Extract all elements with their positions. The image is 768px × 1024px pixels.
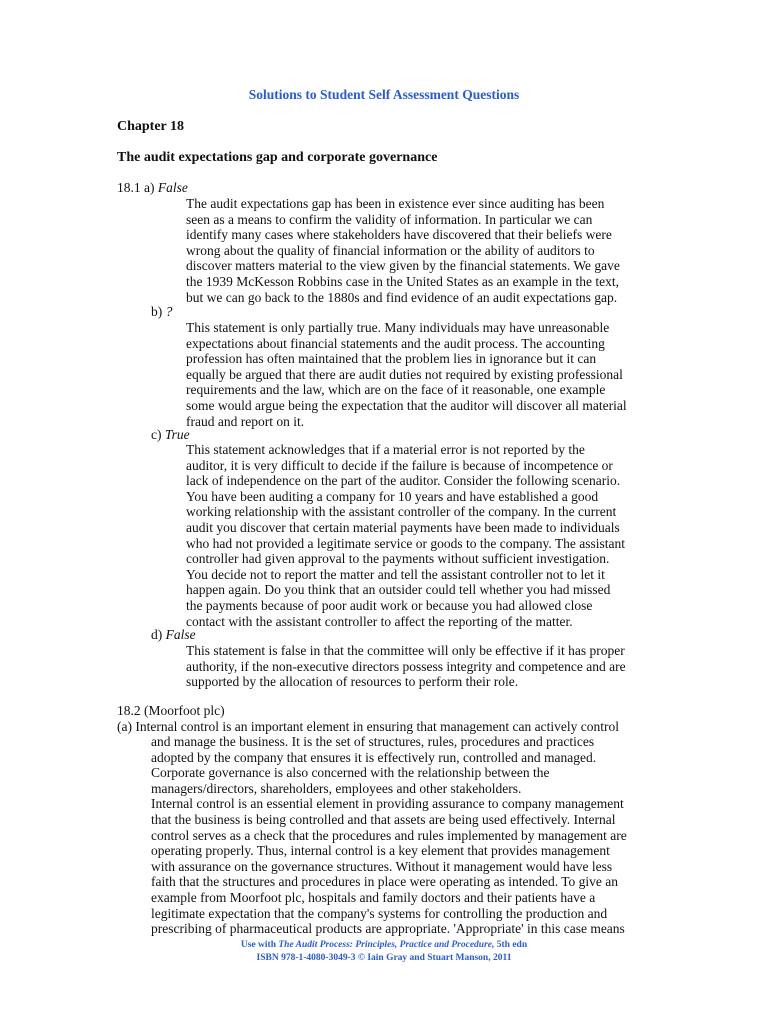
answer-a: False <box>157 180 188 195</box>
question-18-2a-first-line <box>117 719 619 735</box>
question-18-1c-label <box>151 427 190 443</box>
part-a-label: (a) <box>117 719 132 734</box>
question-18-2-label: 18.2 (Moorfoot plc) <box>117 703 225 718</box>
footer-use-with: Use with <box>240 940 276 950</box>
part-a-first-line: Internal control is an important element in ensuring that management can actively control <box>135 719 619 734</box>
question-18-1d-label <box>151 627 196 643</box>
answer-a-text: The audit expectations gap has been in existence ever since auditing has been seen as a means to confirm the validity of information. In particular we can identify many cases where stakeholders have discovered that their beliefs were wrong about the quality of financial information or the ability of auditors to discover matters material to the view given by the financial statements. We gave the 1939 McKesson Robbins case in the United States as an example in the text, but we can go back to the 1880s and find evidence of an audit expectations gap. <box>186 196 620 305</box>
chapter-subtitle: The audit expectations gap and corporate governance <box>117 150 438 165</box>
footer-line-1 <box>0 940 768 950</box>
answer-18-2a-text: and manage the business. It is the set of structures, rules, procedures and practices adopted by the company that ensures it is effectively run, controlled and managed. Corporate governance is also concerned with the relationship between the managers/directors, shareholders, employees and other stakeholders. Internal control is an essential element in providing assurance to company management that the business is being controlled and that assets are being used effectively. Internal control serves as a check that the procedures and rules implemented by management are operating properly. Thus, internal control is a key element that provides management with assurance on the governance structures. Without it management would have less faith that the structures and procedures in place were operating as intended. To give an example from Moorfoot plc, hospitals and family doctors and their patients have a legitimate expectation that the company's systems for controlling the production and prescribing of pharmaceutical products are appropriate. 'Appropriate' in this case means <box>151 734 627 937</box>
part-b-label: b) <box>151 304 163 319</box>
answer-b: ? <box>165 304 173 319</box>
document-title: Solutions to Student Self Assessment Questions <box>248 87 520 102</box>
footer-book-title: The Audit Process: Principles, Practice and Procedure, <box>278 940 495 950</box>
answer-c-text: This statement acknowledges that if a material error is not reported by the auditor, it is very difficult to decide if the failure is because of incompetence or lack of independence on the part of the auditor. Consider the following scenario. You have been auditing a company for 10 years and have established a good working relationship with the assistant controller of the company. In the current audit you discover that certain material payments have been made to individuals who had not provided a legitimate service or goods to the company. The assistant controller had given approval to the payments without sufficient investigation. You decide not to report the matter and tell the assistant controller not to let it happen again. Do you think that an outsider could tell whether you had missed the payments because of poor audit work or because you had allowed close contact with the assistant controller to affect the reporting of the matter. <box>186 442 626 629</box>
part-d-label: d) <box>151 627 163 642</box>
question-18-1a-label <box>117 180 188 196</box>
chapter-heading: Chapter 18 <box>117 119 185 134</box>
question-number: 18.1 a) <box>117 180 155 195</box>
footer-line-2: ISBN 978-1-4080-3049-3 © Iain Gray and Stuart Manson, 2011 <box>256 953 512 963</box>
answer-d: False <box>165 627 196 642</box>
answer-d-text: This statement is false in that the committee will only be effective if it has proper authority, if the non-executive directors possess integrity and competence and are supported by the allocation of resources to perform their role. <box>186 643 626 690</box>
part-c-label: c) <box>151 427 162 442</box>
question-18-1b-label <box>151 304 172 320</box>
answer-c: True <box>164 427 190 442</box>
footer-edition: 5th edn <box>496 940 528 950</box>
answer-b-text: This statement is only partially true. Many individuals may have unreasonable expectations about financial statements and the audit process. The accounting profession has often maintained that the problem lies in ignorance but it can equally be argued that there are audit duties not required by existing professional requirements and the law, which are on the face of it reasonable, one example some would argue being the expectation that the auditor will discover all material fraud and report on it. <box>186 320 627 429</box>
